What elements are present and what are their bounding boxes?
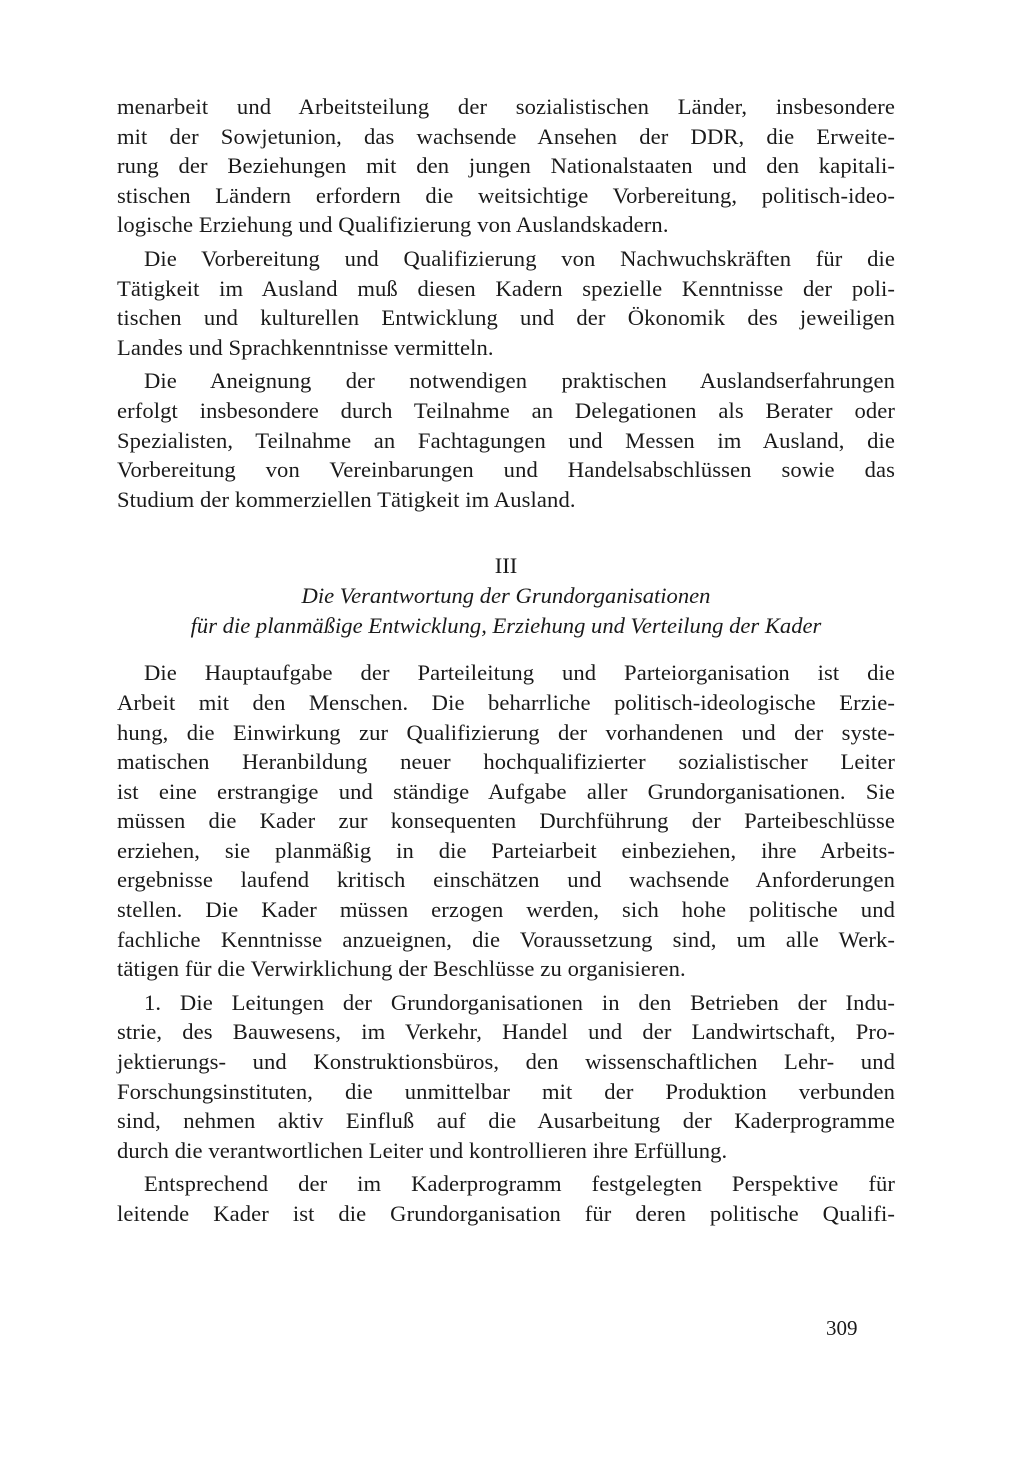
page-number: 309 <box>826 1316 858 1340</box>
text-line: müssen die Kader zur konsequenten Durchführung der Parteibeschlüsse <box>117 808 895 834</box>
text-line: Forschungsinstituten, die unmittelbar mit der Produktion verbunden <box>117 1078 895 1104</box>
text-line: ergebnisse laufend kritisch einschätzen und wachsende Anforderungen <box>117 867 895 893</box>
paragraph <box>117 988 895 1166</box>
text-line: strie, des Bauwesens, im Verkehr, Handel und der Landwirtschaft, Pro- <box>117 1019 895 1045</box>
text-line: Landes und Sprachkenntnisse vermitteln. <box>117 334 494 360</box>
text-line: mit der Sowjetunion, das wachsende Ansehen der DDR, die Erweite- <box>117 123 895 149</box>
text-line: Entsprechend der im Kaderprogramm festgelegten Perspektive für <box>144 1171 895 1197</box>
text-line: rung der Beziehungen mit den jungen Nationalstaaten und den kapitali- <box>117 153 895 179</box>
text-line: erfolgt insbesondere durch Teilnahme an Delegationen als Berater oder <box>117 397 895 423</box>
text-line: erziehen, sie planmäßig in die Parteiarbeit einbeziehen, ihre Arbeits- <box>117 837 895 863</box>
text-line: Die Hauptaufgabe der Parteileitung und Parteiorganisation ist die <box>144 660 895 686</box>
text-line: stischen Ländern erfordern die weitsichtige Vorbereitung, politisch-ideo- <box>117 182 895 208</box>
paragraph <box>117 658 895 984</box>
section-title-line-2: für die planmäßige Entwicklung, Erziehung und Verteilung der Kader <box>190 613 822 639</box>
paragraph <box>117 92 895 240</box>
text-line: tätigen für die Verwirklichung der Beschlüsse zu organisieren. <box>117 956 686 982</box>
text-line: durch die verantwortlichen Leiter und kontrollieren ihre Erfüllung. <box>117 1137 728 1163</box>
text-line: Die Vorbereitung und Qualifizierung von Nachwuchskräften für die <box>144 245 895 271</box>
text-block-before-section <box>117 92 895 514</box>
paragraph <box>117 366 895 514</box>
text-line: ist eine erstrangige und ständige Aufgabe aller Grundorganisationen. Sie <box>117 778 895 804</box>
paragraph <box>117 244 895 362</box>
section-number: III <box>494 553 518 579</box>
text-line: menarbeit und Arbeitsteilung der sozialistischen Länder, insbesondere <box>117 94 895 119</box>
text-line: fachliche Kenntnisse anzueignen, die Voraussetzung sind, um alle Werk- <box>117 926 895 952</box>
text-line: hung, die Einwirkung zur Qualifizierung der vorhandenen und der syste- <box>117 719 895 745</box>
text-line: leitende Kader ist die Grundorganisation für deren politische Qualifi- <box>117 1201 895 1226</box>
text-line: matischen Heranbildung neuer hochqualifizierter sozialistischer Leiter <box>117 749 895 775</box>
text-line: Studium der kommerziellen Tätigkeit im Ausland. <box>117 486 576 512</box>
text-line: 1. Die Leitungen der Grundorganisationen in den Betrieben der Indu- <box>144 989 895 1015</box>
section-title-line-1: Die Verantwortung der Grundorganisationen <box>301 583 711 609</box>
text-line: Tätigkeit im Ausland muß diesen Kadern spezielle Kenntnisse der poli- <box>117 275 895 301</box>
text-line: Arbeit mit den Menschen. Die beharrliche politisch-ideologische Erzie- <box>117 689 895 715</box>
text-line: sind, nehmen aktiv Einfluß auf die Ausarbeitung der Kaderprogramme <box>117 1108 895 1134</box>
paragraph <box>117 1169 895 1228</box>
text-line: jektierungs- und Konstruktionsbüros, den wissenschaftlichen Lehr- und <box>117 1049 895 1075</box>
text-block-after-section <box>117 658 895 1228</box>
text-line: stellen. Die Kader müssen erzogen werden, sich hohe politische und <box>117 897 895 923</box>
text-line: Spezialisten, Teilnahme an Fachtagungen und Messen im Ausland, die <box>117 427 895 453</box>
text-line: tischen und kulturellen Entwicklung und der Ökonomik des jeweiligen <box>117 305 895 331</box>
text-line: logische Erziehung und Qualifizierung von Auslandskadern. <box>117 212 669 238</box>
page-body <box>117 92 895 1229</box>
text-line: Die Aneignung der notwendigen praktischen Auslandserfahrungen <box>144 368 895 394</box>
text-line: Vorbereitung von Vereinbarungen und Handelsabschlüssen sowie das <box>117 457 895 483</box>
